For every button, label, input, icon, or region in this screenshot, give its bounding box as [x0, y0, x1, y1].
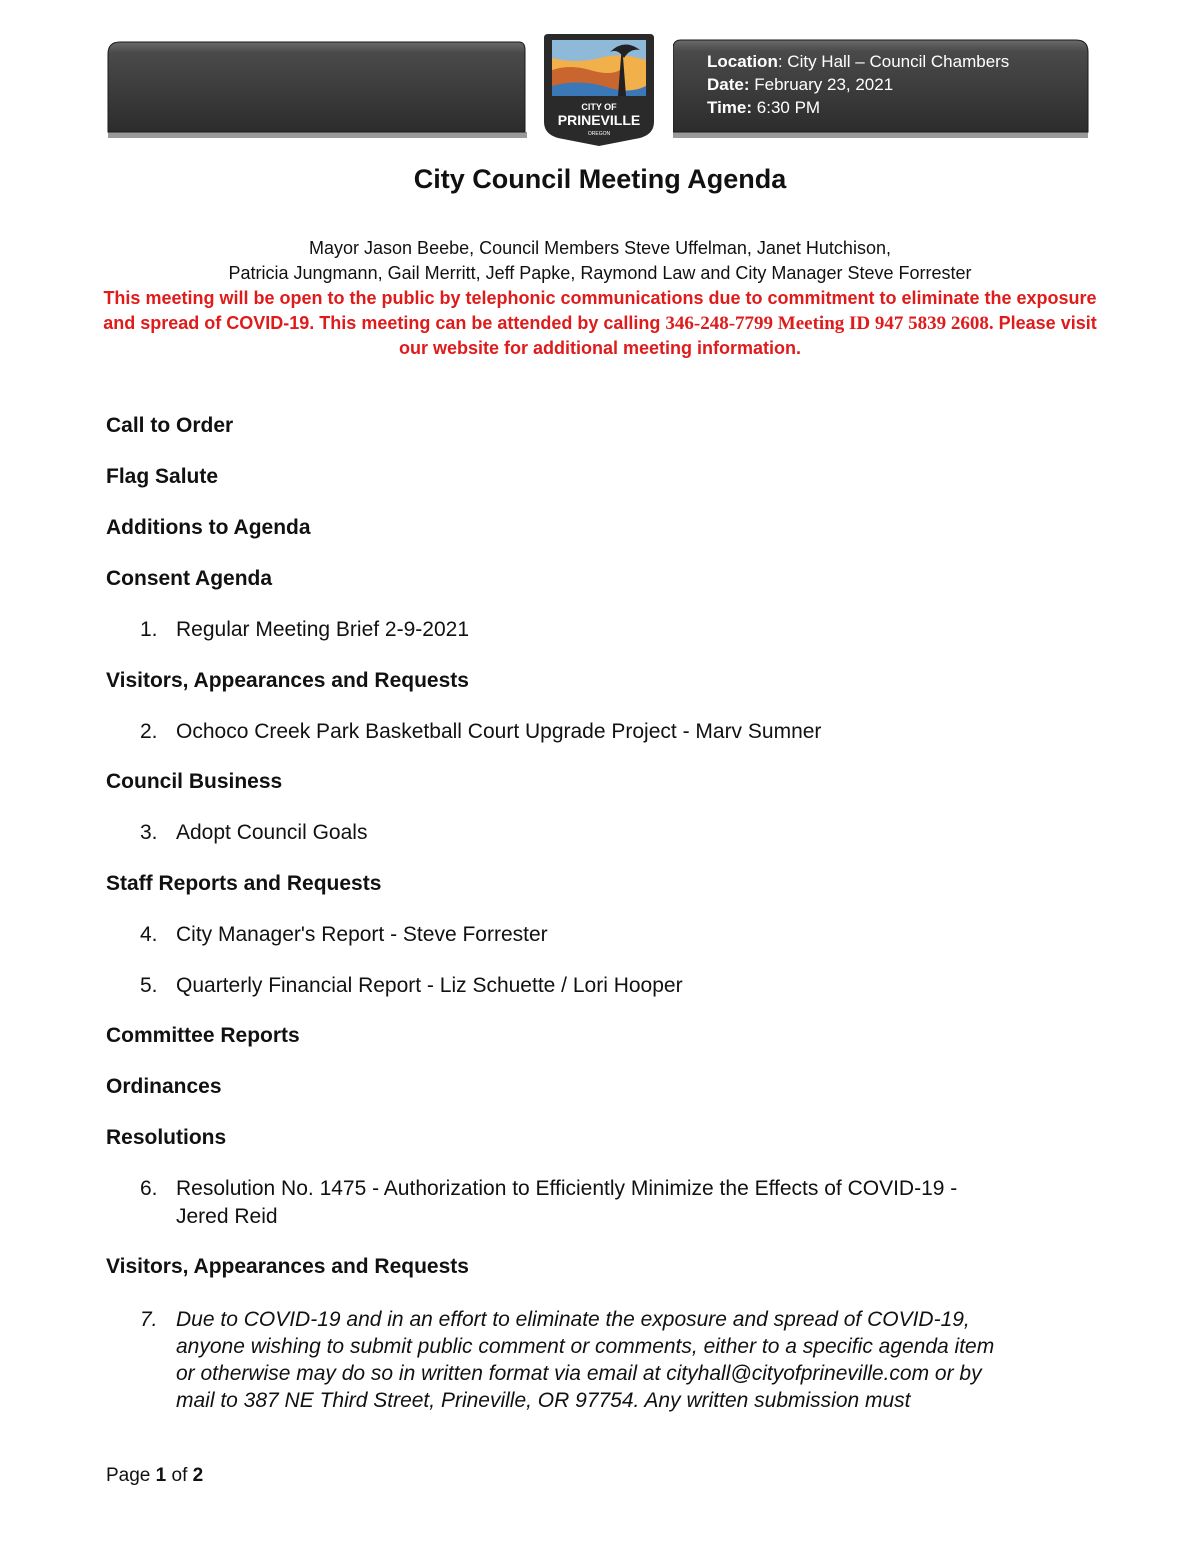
item-text: Regular Meeting Brief 2-9-2021: [176, 618, 469, 641]
item-text: Ochoco Creek Park Basketball Court Upgrade Project - Marv Sumner: [176, 720, 822, 743]
notice-phone: 346-248-7799 Meeting ID 947 5839 2608.: [665, 313, 994, 334]
meeting-details: [707, 50, 1009, 119]
item-number: 1.: [140, 618, 158, 641]
members-line-1: Mayor Jason Beebe, Council Members Steve Uffelman, Janet Hutchison,: [309, 238, 891, 258]
covid-notice: [100, 286, 1100, 361]
section-resolutions: Resolutions: [106, 1126, 227, 1149]
date-line: [707, 73, 1009, 96]
item-text-line: mail to 387 NE Third Street, Prineville, OR 97754. Any written submission must: [176, 1389, 911, 1412]
page-of-label: of: [166, 1465, 193, 1486]
location-label: Location: [707, 52, 778, 71]
logo-line2: PRINEVILLE: [557, 112, 641, 128]
item-text: Adopt Council Goals: [176, 821, 368, 844]
agenda-item: [140, 972, 683, 1000]
item-number: 5.: [140, 974, 158, 997]
agenda-item: [140, 616, 469, 644]
header-banner-left: [106, 40, 527, 138]
council-members: [100, 236, 1100, 286]
notice-part-2: Please visit our website for additional meeting information.: [398, 313, 1097, 358]
item-text: Quarterly Financial Report - Liz Schuette / Lori Hooper: [176, 974, 683, 997]
item-number: 7.: [140, 1308, 158, 1331]
section-council-business: Council Business: [106, 770, 283, 793]
page-number-footer: [106, 1465, 203, 1487]
agenda-item: [140, 921, 548, 949]
item-number: 3.: [140, 821, 158, 844]
date-value: February 23, 2021: [749, 75, 894, 94]
notice-part-1: This meeting will be open to the public by telephonic communications due to commitment to eliminate the exposure and spread of COVID-19. This meeting can be attended by calling: [103, 288, 1097, 333]
item-text-line: Due to COVID-19 and in an effort to eliminate the exposure and spread of COVID-19,: [176, 1308, 970, 1331]
item-number: 6.: [140, 1177, 158, 1200]
location-line: [707, 50, 1009, 73]
section-visitors-appearances-2: Visitors, Appearances and Requests: [106, 1255, 469, 1278]
time-value: 6:30 PM: [752, 98, 821, 117]
item-number: 2.: [140, 720, 158, 743]
section-ordinances: Ordinances: [106, 1075, 222, 1098]
section-visitors-appearances: Visitors, Appearances and Requests: [106, 669, 469, 692]
item-text-line: anyone wishing to submit public comment or comments, either to a specific agenda item: [176, 1335, 995, 1358]
section-committee-reports: Committee Reports: [106, 1024, 300, 1047]
item-text-line: or otherwise may do so in written format via email at cityhall@cityofprineville.com or by: [176, 1362, 982, 1385]
item-text: [176, 1175, 957, 1231]
agenda-item: [140, 1175, 957, 1231]
section-flag-salute: Flag Salute: [106, 465, 219, 488]
date-label: Date:: [707, 75, 750, 94]
section-call-to-order: Call to Order: [106, 414, 234, 437]
page-title: City Council Meeting Agenda: [413, 164, 787, 194]
time-line: [707, 96, 1009, 119]
section-additions-to-agenda: Additions to Agenda: [106, 516, 311, 539]
logo-line3: OREGON: [587, 131, 611, 137]
city-of-prineville-logo: [540, 30, 658, 148]
location-value: : City Hall – Council Chambers: [777, 52, 1010, 71]
agenda-item: [140, 819, 367, 847]
item-text: City Manager's Report - Steve Forrester: [176, 923, 548, 946]
logo-line1: CITY OF: [581, 102, 617, 112]
item-text-line: Jered Reid: [176, 1205, 278, 1228]
members-line-2: Patricia Jungmann, Gail Merritt, Jeff Papke, Raymond Law and City Manager Steve Forrester: [228, 263, 972, 283]
section-consent-agenda: Consent Agenda: [106, 567, 273, 590]
page-label: Page: [106, 1465, 156, 1486]
page-current: 1: [155, 1465, 167, 1486]
item-text: [176, 1306, 1100, 1414]
agenda-item: [140, 718, 821, 746]
item-number: 4.: [140, 923, 158, 946]
item-text-line: Resolution No. 1475 - Authorization to Efficiently Minimize the Effects of COVID-19 -: [176, 1177, 958, 1200]
time-label: Time:: [707, 98, 753, 117]
page-total: 2: [192, 1465, 204, 1486]
section-staff-reports: Staff Reports and Requests: [106, 872, 382, 895]
